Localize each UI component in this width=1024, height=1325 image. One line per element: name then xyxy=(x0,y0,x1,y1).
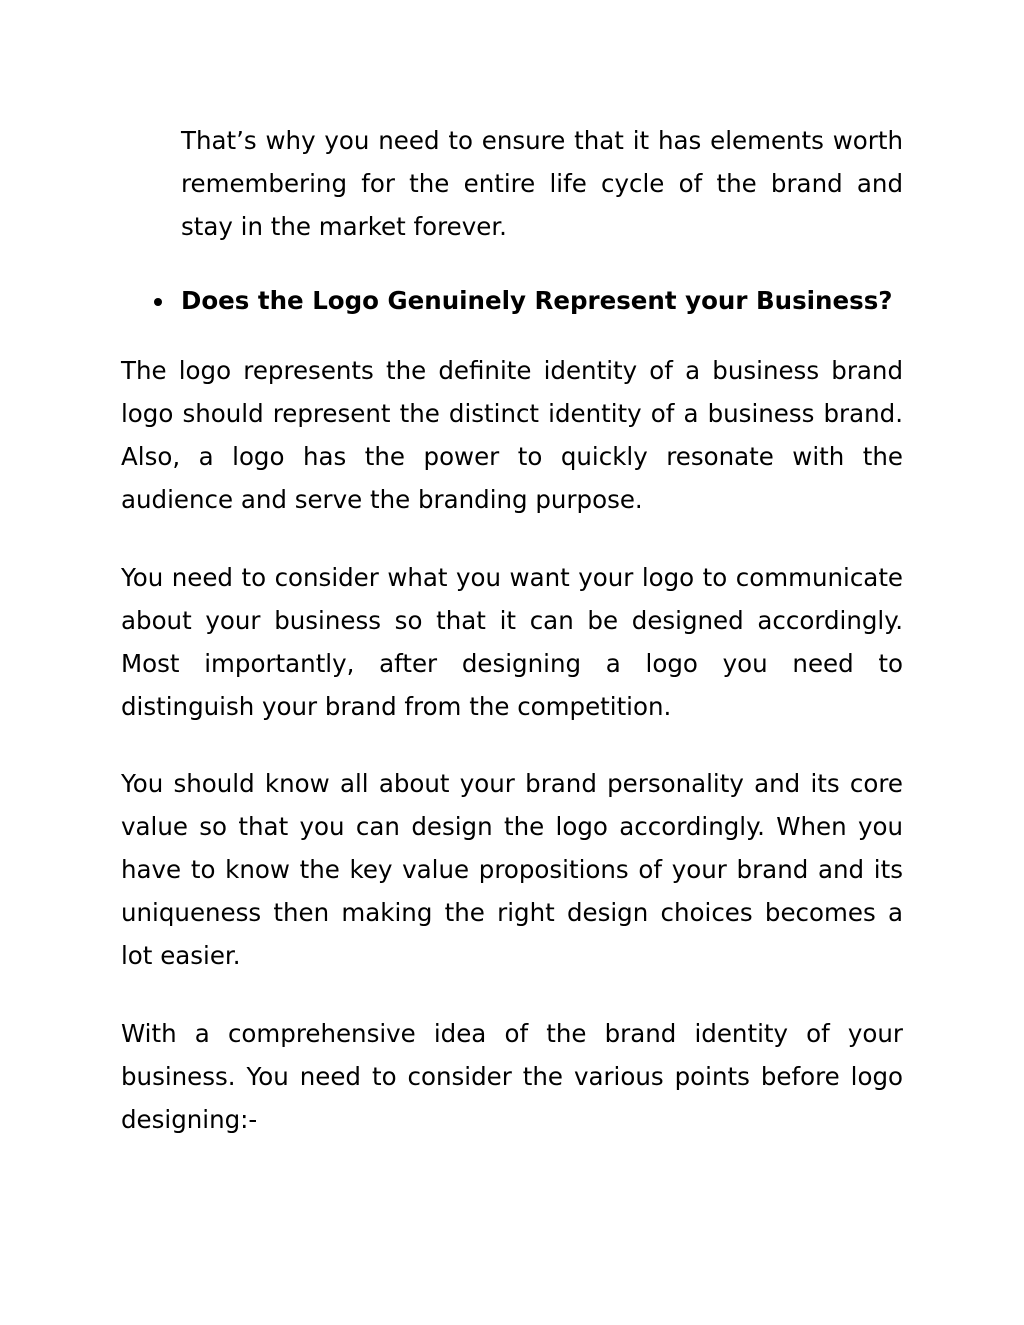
paragraph-logo-communication: You need to consider what you want your logo to communicate about your business so that it can be designed accordingly. Most importantly, after designing a logo you need to distinguish your brand from the competition. xyxy=(121,563,903,721)
paragraph-brand-personality: You should know all about your brand personality and its core value so that you can design the logo accordingly. When you have to know the key value propositions of your brand and its uniqueness then making the right design choices becomes a lot easier. xyxy=(121,769,903,970)
bullet-icon xyxy=(154,298,162,306)
intro-paragraph: That’s why you need to ensure that it has elements worth remembering for the entire life cycle of the brand and stay in the market forever. xyxy=(181,126,903,241)
paragraph-logo-identity: The logo represents the definite identity of a business brand logo should represent the distinct identity of a business brand. Also, a logo has the power to quickly resonate with the audience and serve the branding purpose. xyxy=(121,356,903,514)
paragraph-brand-identity: With a comprehensive idea of the brand identity of your business. You need to consider the various points before logo designing:- xyxy=(121,1019,903,1134)
bullet-item xyxy=(150,279,910,322)
bullet-heading: Does the Logo Genuinely Represent your Business? xyxy=(181,286,893,315)
